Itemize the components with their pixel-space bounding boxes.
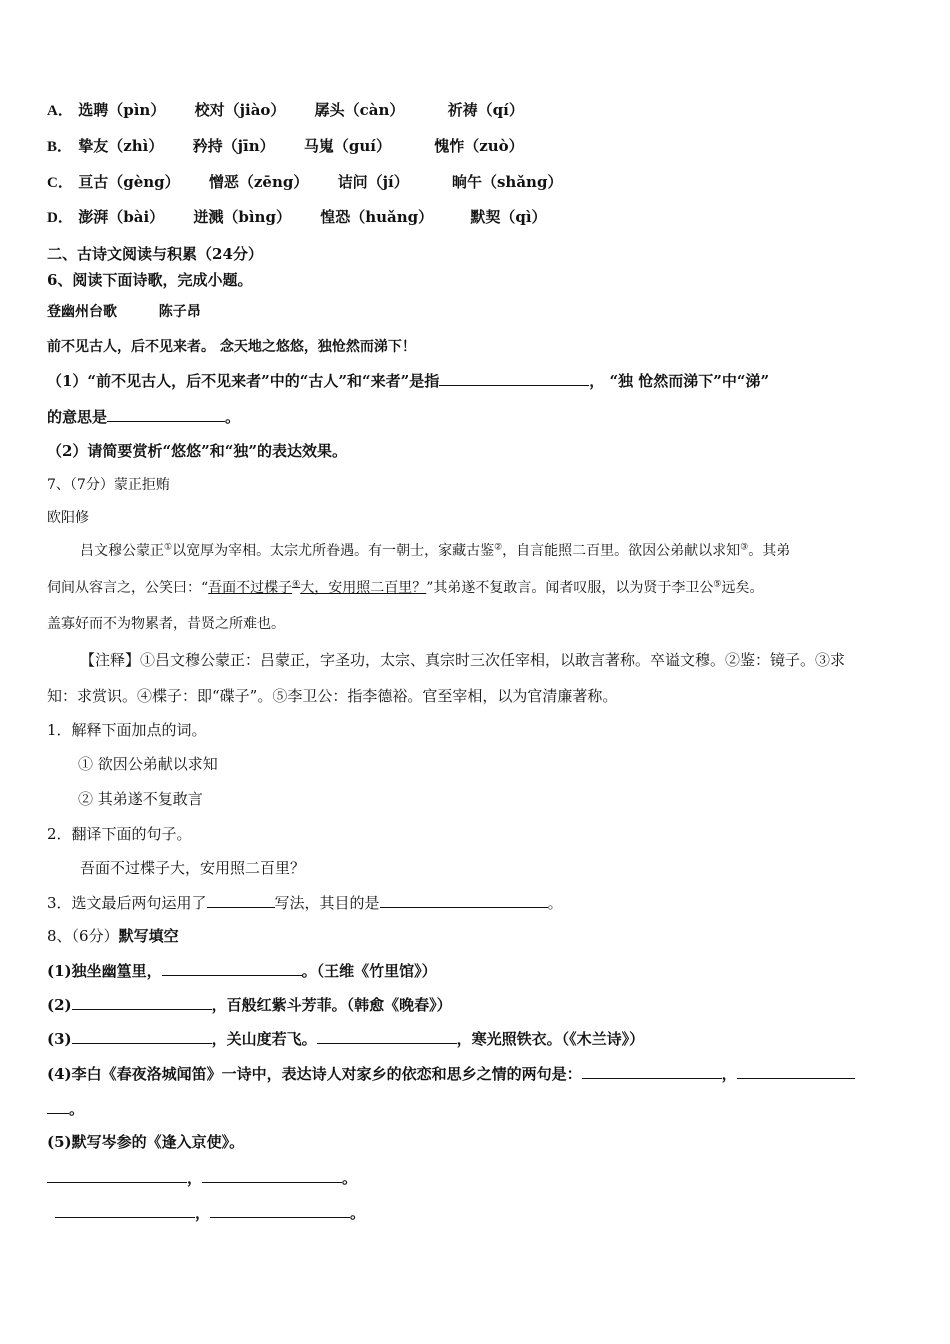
text: 以宽厚为宰相。太宗尤所眷遇。有一朝士，家藏古鉴: [172, 543, 495, 559]
punct: 。: [342, 1169, 358, 1187]
option-item: 晌午（shǎng）: [451, 173, 563, 191]
underlined-text: 大，安用照二百里？: [300, 580, 427, 596]
text: (4)李白《春夜洛城闻笛》一诗中，表达诗人对家乡的依恋和思乡之情的两句是：: [47, 1065, 582, 1083]
text: 8、（6分）: [47, 927, 119, 945]
answer-blank[interactable]: [582, 1063, 722, 1079]
option-item: 校对（jiào）: [194, 101, 286, 119]
q6-sub2: （2）请简要赏析“悠悠”和“独”的表达效果。: [47, 442, 347, 460]
option-item: 选聘（pìn）: [78, 101, 166, 119]
option-a: [47, 100, 548, 121]
q6-sub1: [47, 370, 769, 391]
answer-blank[interactable]: [380, 892, 548, 908]
q7-notes: 【注释】①吕文穆公蒙正：吕蒙正，字圣功，太宗、真宗时三次任宰相，以敢言著称。卒谥文穆。②鉴：镜子。③求: [80, 651, 846, 669]
q7-s1: 1．解释下面加点的词。: [47, 721, 207, 739]
text: (3): [47, 1030, 72, 1048]
option-item: 憎恶（zēng）: [208, 173, 309, 191]
text: 。（王维《竹里馆》）: [301, 962, 437, 980]
q7-para1-cont: [47, 578, 763, 598]
q6-sub1-text: （1）“前不见古人，后不见来者”中的“古人”和“来者”是指: [47, 372, 440, 390]
answer-blank[interactable]: [207, 892, 275, 908]
note-mark: ④: [292, 579, 301, 590]
q7-title: 7、（7分）蒙正拒贿: [47, 477, 170, 493]
punct: 。: [350, 1204, 366, 1222]
q7-para1: [80, 541, 790, 561]
option-item: 惶恐（huǎng）: [320, 208, 434, 226]
q8-l5-blanks1: [47, 1167, 357, 1188]
q7-s3: [47, 892, 563, 913]
q8-l2: [47, 994, 452, 1015]
option-item: 亘古（gèng）: [78, 173, 180, 191]
option-label: A．: [47, 103, 73, 119]
option-d: [47, 207, 571, 228]
poem-heading: [47, 302, 201, 322]
poem-title: 登幽州台歌: [47, 304, 117, 320]
answer-blank[interactable]: [107, 406, 225, 422]
punct: ，: [195, 1204, 211, 1222]
q7-s2a: 吾面不过楪子大，安用照二百里？: [80, 859, 306, 877]
option-item: 孱头（càn）: [314, 101, 405, 119]
q8-l4-cont: [47, 1098, 84, 1119]
option-label: C．: [47, 175, 73, 191]
text: (2): [47, 996, 72, 1014]
option-c: [47, 172, 586, 193]
answer-blank[interactable]: [210, 1202, 350, 1218]
text: 远矣。: [721, 580, 764, 596]
q6-title: 6、阅读下面诗歌，完成小题。: [47, 271, 253, 289]
option-b: [47, 136, 548, 157]
q8-l3: [47, 1028, 644, 1049]
text: 写法，其目的是: [274, 894, 380, 912]
text: 3．选文最后两句运用了: [47, 894, 207, 912]
poem-text: 前不见古人，后不见来者。 念天地之悠悠，独怆然而涕下！: [47, 339, 416, 355]
answer-blank[interactable]: [162, 960, 302, 976]
q6-sub1-text3: 的意思是: [47, 408, 108, 426]
punct: 。: [547, 894, 563, 912]
text: ，寒光照铁衣。（《木兰诗》）: [456, 1030, 645, 1048]
text: ，自言能照二百里。欲因公弟献以求知: [502, 543, 741, 559]
option-item: 诘问（jí）: [337, 173, 409, 191]
text: ，百般红紫斗芳菲。（韩愈《晚春》）: [211, 996, 452, 1014]
q7-author: 欧阳修: [47, 510, 89, 526]
punct: ，: [721, 1065, 737, 1083]
q6-sub1-cont: [47, 406, 240, 427]
q7-notes-cont: 知：求赏识。④楪子：即“碟子”。⑤李卫公：指李德裕。官至宰相，以为官清廉著称。: [47, 687, 618, 705]
q7-s1a: ① 欲因公弟献以求知: [78, 755, 218, 773]
option-item: 马嵬（guí）: [303, 137, 391, 155]
answer-blank[interactable]: [439, 370, 589, 386]
option-item: 祈祷（qí）: [447, 101, 524, 119]
q8-title: [47, 926, 179, 946]
answer-blank[interactable]: [72, 1028, 212, 1044]
q7-para2: 盖寡好而不为物累者，昔贤之所难也。: [47, 616, 285, 632]
underlined-text: 吾面不过楪子: [208, 580, 293, 596]
punct: 。: [225, 408, 241, 426]
text: 伺间从容言之，公笑曰：“: [47, 580, 209, 596]
answer-blank[interactable]: [202, 1167, 342, 1183]
section-title: 二、古诗文阅读与积累（24分）: [47, 245, 263, 263]
answer-blank[interactable]: [47, 1098, 69, 1114]
text: (1)独坐幽篁里，: [47, 962, 162, 980]
option-item: 愧怍（zuò）: [434, 137, 524, 155]
answer-blank[interactable]: [47, 1167, 187, 1183]
option-label: B．: [47, 139, 73, 155]
option-item: 迸溅（bìng）: [193, 208, 291, 226]
q8-l5-blanks2: [55, 1202, 365, 1223]
answer-blank[interactable]: [72, 994, 212, 1010]
q8-l4: [47, 1063, 855, 1084]
option-item: 挚友（zhì）: [78, 137, 164, 155]
q7-s1b: ② 其弟遂不复敢言: [78, 790, 203, 808]
text: ，关山度若飞。: [211, 1030, 317, 1048]
q8-l1: [47, 960, 437, 981]
note-mark: ⑤: [713, 579, 722, 590]
option-item: 默契（qì）: [470, 208, 547, 226]
punct: ，: [187, 1169, 203, 1187]
option-label: D．: [47, 210, 73, 226]
answer-blank[interactable]: [317, 1028, 457, 1044]
note-mark: ②: [494, 542, 503, 553]
text: 。其弟: [748, 543, 791, 559]
note-mark: ①: [164, 542, 173, 553]
option-item: 澎湃（bài）: [78, 208, 165, 226]
note-mark: ③: [740, 542, 749, 553]
text: 默写填空: [118, 927, 179, 945]
text: ”其弟遂不复敢言。闻者叹服，以为贤于李卫公: [426, 580, 714, 596]
option-item: 矜持（jīn）: [192, 137, 275, 155]
q6-sub1-text2: ， “独 怆然而涕下”中“涕”: [589, 372, 770, 390]
q8-l5: (5)默写岑参的《逢入京使》。: [47, 1133, 245, 1151]
text: 吕文穆公蒙正: [80, 543, 164, 559]
answer-blank[interactable]: [737, 1063, 855, 1079]
poem-author: 陈子昂: [158, 304, 201, 320]
q7-s2: 2．翻译下面的句子。: [47, 825, 192, 843]
punct: 。: [69, 1100, 85, 1118]
answer-blank[interactable]: [55, 1202, 195, 1218]
